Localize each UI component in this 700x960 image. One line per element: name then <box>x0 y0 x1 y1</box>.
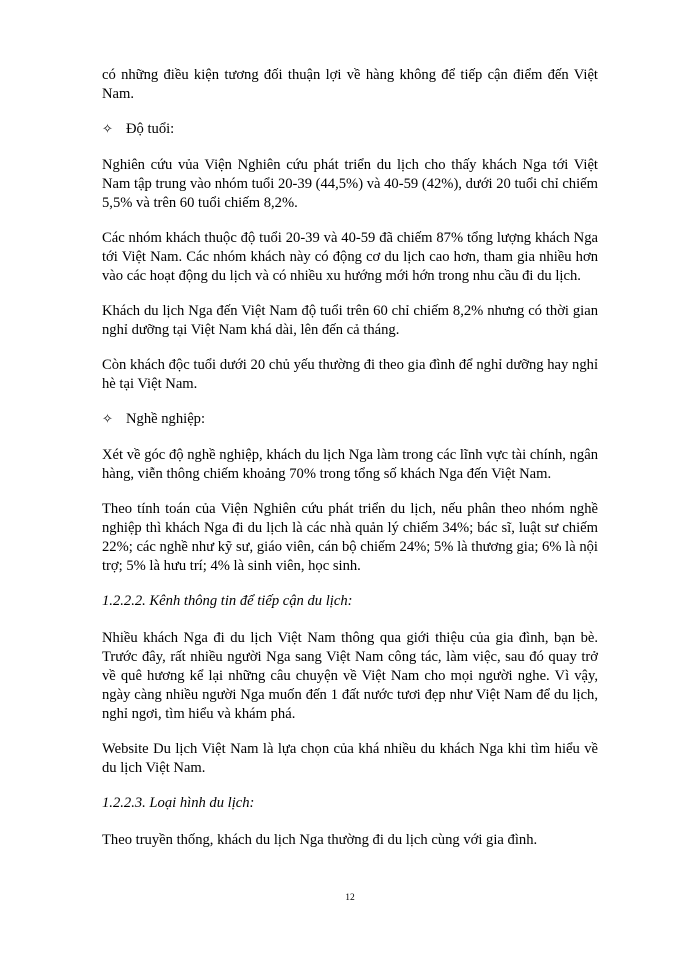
bullet-label: Nghề nghiệp: <box>126 411 206 427</box>
paragraph: Theo truyền thống, khách du lịch Nga thường đi du lịch cùng với gia đình. <box>102 832 538 848</box>
document-body <box>102 66 598 866</box>
bullet-item-age <box>102 120 598 139</box>
bullet-item-job <box>102 410 598 429</box>
star-bullet-icon: ✧ <box>102 122 113 137</box>
paragraph: Khách du lịch Nga đến Việt Nam độ tuổi trên 60 chỉ chiếm 8,2% nhưng có thời gian nghỉ dưỡng tại Việt Nam khá dài, lên đến cả tháng. <box>102 303 598 338</box>
paragraph: Xét về góc độ nghề nghiệp, khách du lịch Nga làm trong các lĩnh vực tài chính, ngân hàng, viễn thông chiếm khoảng 70% trong tổng số khách Nga đến Việt Nam. <box>102 447 598 482</box>
paragraph: Nghiên cứu vủa Viện Nghiên cứu phát triển du lịch cho thấy khách Nga tới Việt Nam tập trung vào nhóm tuổi 20-39 (44,5%) và 40-59 (42%), dưới 20 tuổi chỉ chiếm 5,5% và trên 60 tuổi chiếm 8,2%. <box>102 157 598 211</box>
paragraph: Còn khách độc tuổi dưới 20 chủ yếu thường đi theo gia đình để nghỉ dưỡng hay nghỉ hè tại Việt Nam. <box>102 357 598 392</box>
paragraph: Theo tính toán của Viện Nghiên cứu phát triển du lịch, nếu phân theo nhóm nghề nghiệp thì khách Nga đi du lịch là các nhà quản lý chiếm 34%; bác sĩ, luật sư chiếm 22%; các nghề như kỹ sư, giáo viên, cán bộ chiếm 24%; 5% là thương gia; 6% là nội trợ; 5% là hưu trí; 4% là sinh viên, học sinh. <box>102 501 598 574</box>
paragraph: Website Du lịch Việt Nam là lựa chọn của khá nhiều du khách Nga khi tìm hiểu về du lịch Việt Nam. <box>102 741 598 776</box>
section-heading: 1.2.2.2. Kênh thông tin để tiếp cận du lịch: <box>102 593 353 609</box>
paragraph: có những điều kiện tương đối thuận lợi về hàng không để tiếp cận điểm đến Việt Nam. <box>102 67 598 102</box>
paragraph: Nhiều khách Nga đi du lịch Việt Nam thông qua giới thiệu của gia đình, bạn bè. Trước đây, rất nhiều người Nga sang Việt Nam công tác, làm việc, sau đó quay trở về quê hương kể lại những câu chuyện về Việt Nam cho mọi người nghe. Vì vậy, ngày càng nhiều người Nga muốn đến 1 đất nước tươi đẹp như Việt Nam để du lịch, nghỉ ngơi, tìm hiểu và khám phá. <box>102 630 598 722</box>
bullet-label: Độ tuổi: <box>126 121 175 137</box>
section-heading: 1.2.2.3. Loại hình du lịch: <box>102 795 255 811</box>
page-number: 12 <box>345 893 355 903</box>
star-bullet-icon: ✧ <box>102 412 113 427</box>
paragraph: Các nhóm khách thuộc độ tuổi 20-39 và 40-59 đã chiếm 87% tổng lượng khách Nga tới Việt Nam. Các nhóm khách này có động cơ du lịch cao hơn, tham gia nhiều hơn vào các hoạt động du lịch và có nhiều xu hướng mới hớn trong nhu cầu đi du lịch. <box>102 230 598 284</box>
